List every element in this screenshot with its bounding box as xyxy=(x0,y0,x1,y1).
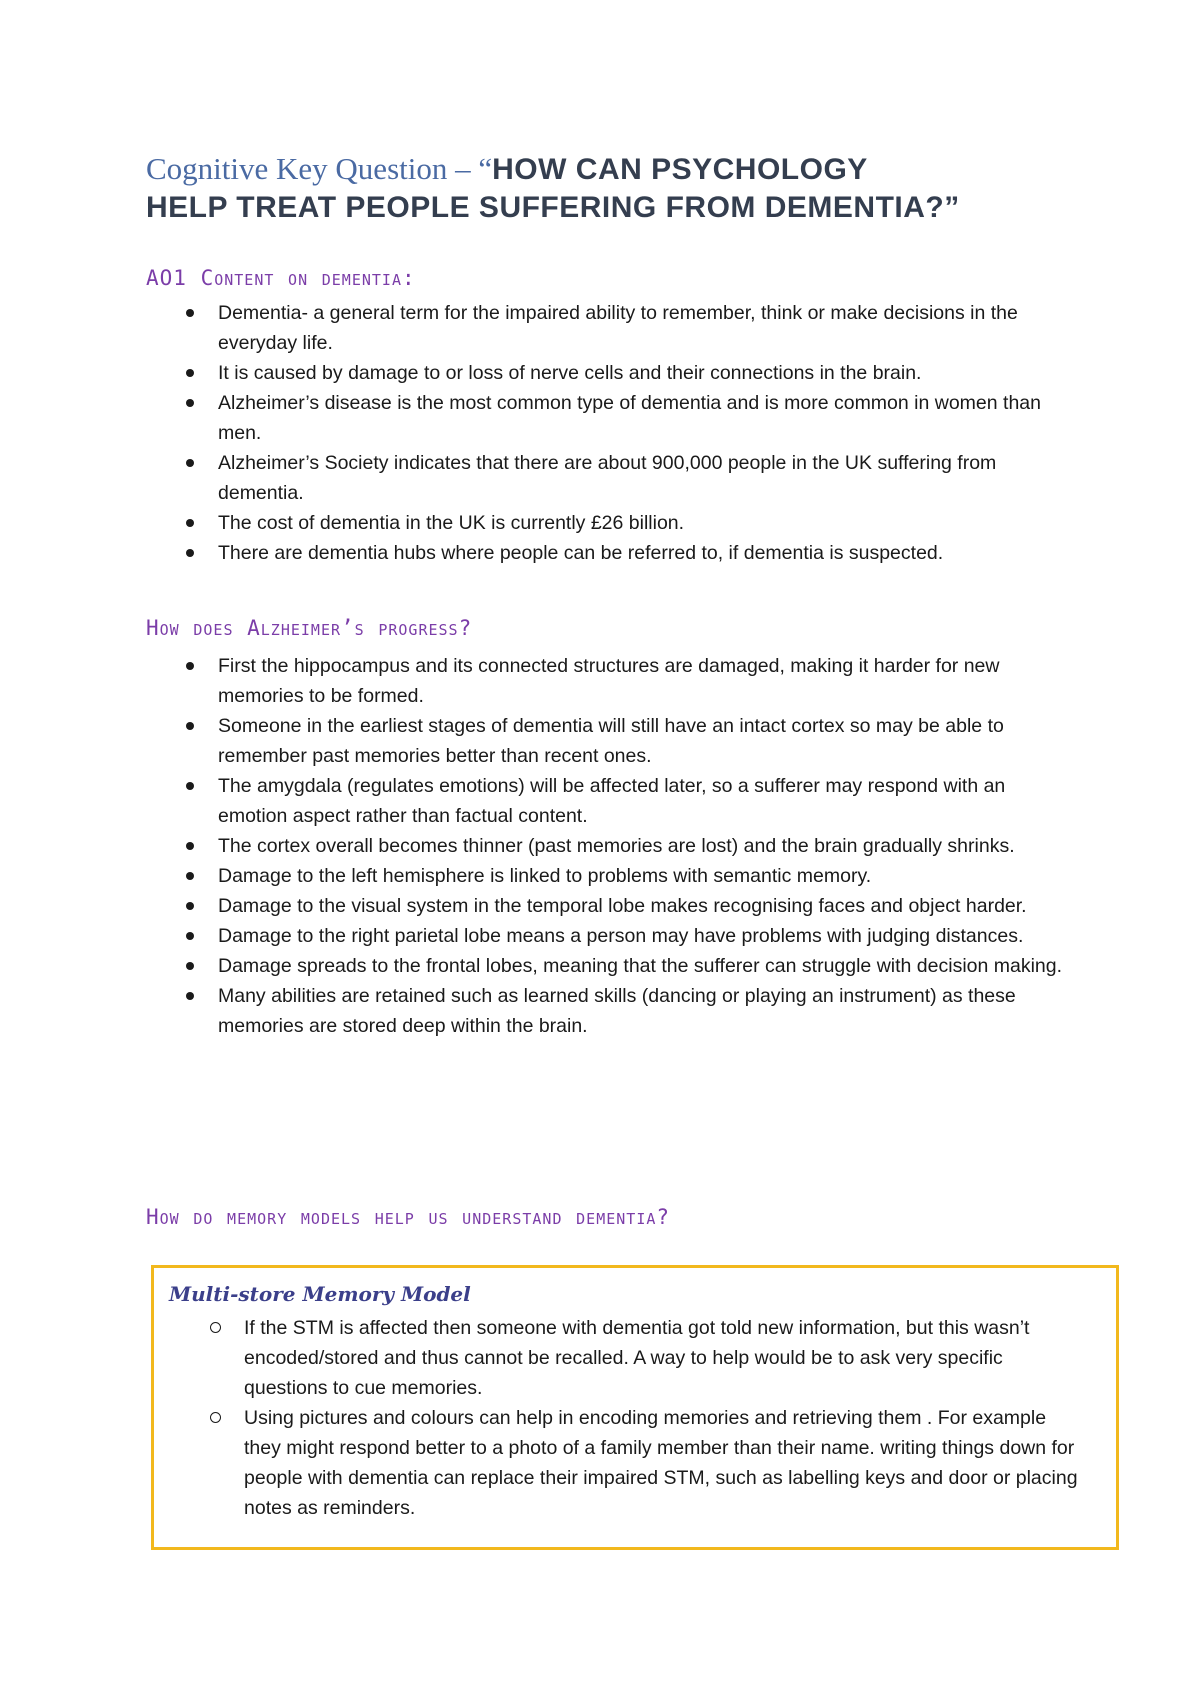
title-bold-line1: HOW CAN PSYCHOLOGY xyxy=(492,153,868,186)
section3-heading: How do memory models help us understand dementia? xyxy=(146,1205,671,1229)
multi-store-model-box xyxy=(151,1265,1119,1550)
list-item: First the hippocampus and its connected structures are damaged, making it harder for new memories to be formed. xyxy=(146,651,1076,711)
title-serif-part: Cognitive Key Question – “ xyxy=(146,151,493,186)
list-item: Alzheimer’s disease is the most common type of dementia and is more common in women than men. xyxy=(146,388,1076,448)
list-item: Damage to the right parietal lobe means a person may have problems with judging distances. xyxy=(146,921,1076,951)
box-list xyxy=(154,1313,1084,1523)
list-item: Dementia- a general term for the impaired ability to remember, think or make decisions in the everyday life. xyxy=(146,298,1076,358)
list-item: Many abilities are retained such as learned skills (dancing or playing an instrument) as these memories are stored deep within the brain. xyxy=(146,981,1076,1041)
list-item: Someone in the earliest stages of dementia will still have an intact cortex so may be able to remember past memories better than recent ones. xyxy=(146,711,1076,771)
list-item: Damage to the visual system in the temporal lobe makes recognising faces and object harder. xyxy=(146,891,1076,921)
list-item: If the STM is affected then someone with dementia got told new information, but this wasn’t encoded/stored and thus cannot be recalled. A way to help would be to ask very specific questions to cue memories. xyxy=(154,1313,1084,1403)
section1-heading: AO1 Content on dementia: xyxy=(146,266,416,290)
box-title: Multi-store Memory Model xyxy=(169,1282,471,1306)
list-item: Damage spreads to the frontal lobes, meaning that the sufferer can struggle with decision making. xyxy=(146,951,1076,981)
list-item: It is caused by damage to or loss of nerve cells and their connections in the brain. xyxy=(146,358,1076,388)
list-item: There are dementia hubs where people can be referred to, if dementia is suspected. xyxy=(146,538,1076,568)
list-item: Alzheimer’s Society indicates that there are about 900,000 people in the UK suffering from dementia. xyxy=(146,448,1076,508)
list-item: Damage to the left hemisphere is linked to problems with semantic memory. xyxy=(146,861,1076,891)
list-item: The cost of dementia in the UK is currently £26 billion. xyxy=(146,508,1076,538)
list-item: The amygdala (regulates emotions) will be affected later, so a sufferer may respond with an emotion aspect rather than factual content. xyxy=(146,771,1076,831)
page-title xyxy=(146,150,1106,227)
list-item: The cortex overall becomes thinner (past memories are lost) and the brain gradually shrinks. xyxy=(146,831,1076,861)
list-item: Using pictures and colours can help in encoding memories and retrieving them . For example they might respond better to a photo of a family member than their name. writing things down for people with dementia can replace their impaired STM, such as labelling keys and door or placing notes as reminders. xyxy=(154,1403,1084,1523)
section1-list xyxy=(146,298,1076,568)
title-bold-line2: HELP TREAT PEOPLE SUFFERING FROM DEMENTIA?” xyxy=(146,191,960,224)
section2-heading: How does Alzheimer’s progress? xyxy=(146,616,473,640)
section2-list xyxy=(146,651,1076,1041)
